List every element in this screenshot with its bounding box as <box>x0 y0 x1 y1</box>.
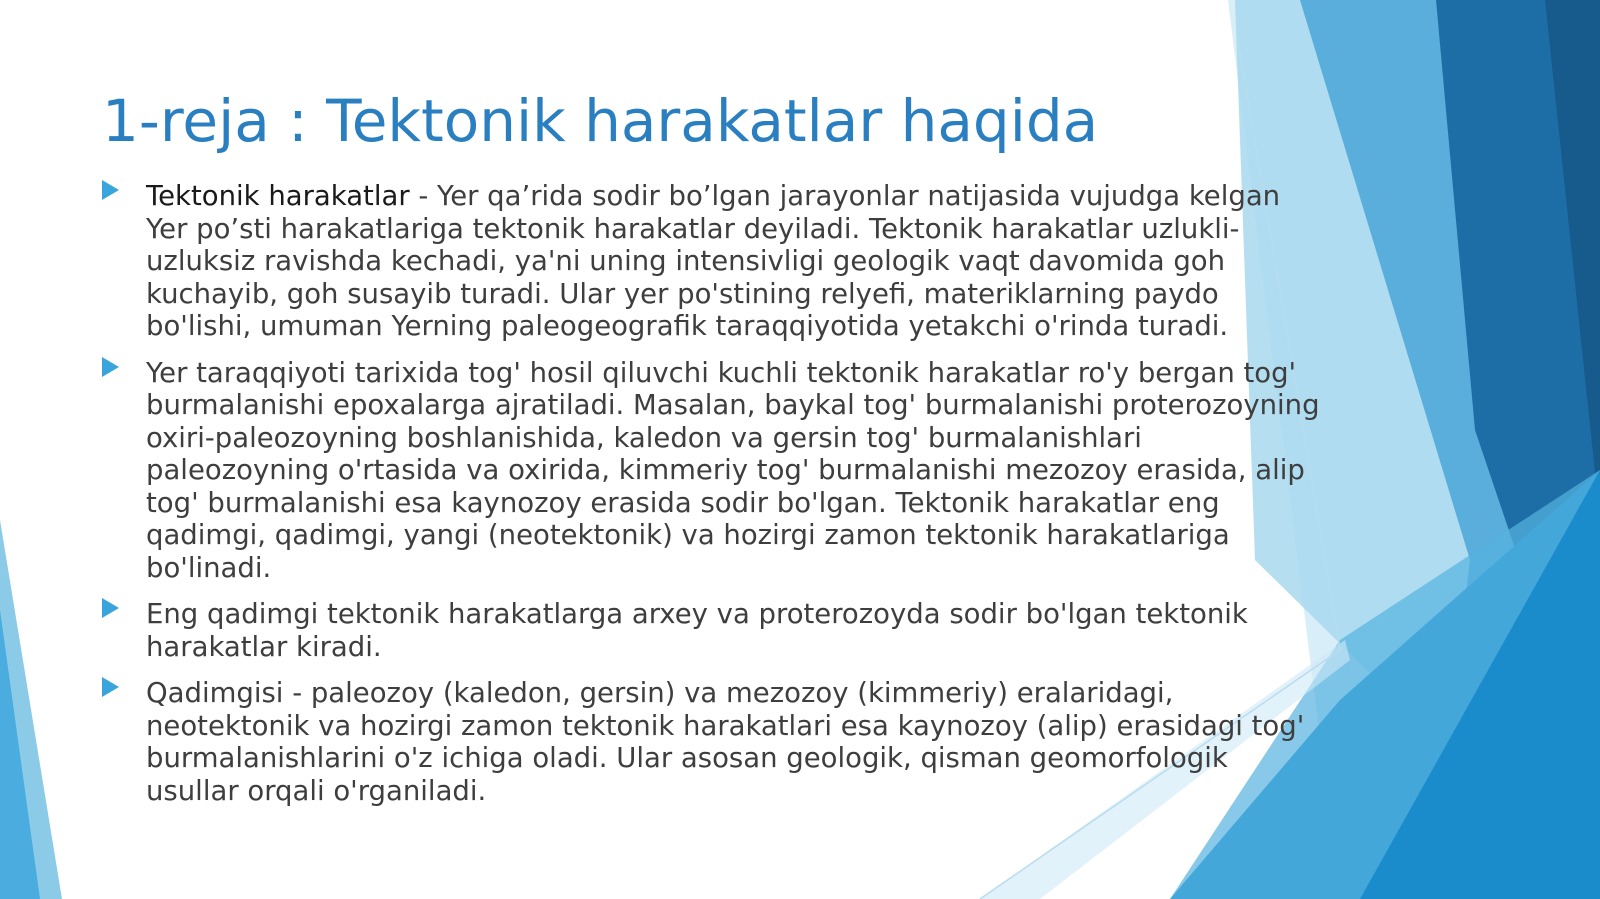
bullet-item <box>100 357 1325 585</box>
bullet-list <box>100 180 1325 821</box>
bullet-text: Yer taraqqiyoti tarixida tog' hosil qiluvchi kuchli tektonik harakatlar ro'y bergan tog' burmalanishi epoxalarga ajratiladi. Masalan, baykal tog' burmalanishi proterozoyning oxiri-paleozoyning boshlanishida, kaledon va gersin tog' burmalanishlari paleozoyning o'rtasida va oxirida, kimmeriy tog' burmalanishi mezozoy erasida, alip tog' burmalanishi esa kaynozoy erasida sodir bo'lgan. Tektonik harakatlar eng qadimgi, qadimgi, yangi (neotektonik) va hozirgi zamon tektonik harakatlariga bo'linadi. <box>146 356 1320 584</box>
bullet-term: Tektonik harakatlar <box>146 180 410 212</box>
bullet-text: Eng qadimgi tektonik harakatlarga arxey va proterozoyda sodir bo'lgan tektonik harakatlar kiradi. <box>146 598 1248 663</box>
bullet-text: - Yer qa’rida sodir bo’lgan jarayonlar natijasida vujudga kelgan Yer po’sti harakatlariga tektonik harakatlar deyiladi. Tektonik harakatlar uzlukli-uzluksiz ravishda kechadi, ya'ni uning intensivligi geologik vaqt davomida goh kuchayib, goh susayib turadi. Ular yer po'stining relyefi, materiklarning paydo bo'lishi, umuman Yerning paleogeografik taraqqiyotida yetakchi o'rinda turadi. <box>146 180 1281 342</box>
bullet-arrow-icon <box>102 677 119 697</box>
bullet-item <box>100 598 1325 663</box>
bullet-arrow-icon <box>102 357 119 377</box>
bullet-item <box>100 180 1325 343</box>
bullet-arrow-icon <box>102 180 119 200</box>
slide-title: 1-reja : Tektonik harakatlar haqida <box>102 87 1099 155</box>
bullet-item <box>100 677 1325 807</box>
bullet-text: Qadimgisi - paleozoy (kaledon, gersin) va mezozoy (kimmeriy) eralaridagi, neotektonik va hozirgi zamon tektonik harakatlari esa kaynozoy (alip) erasidagi tog' burmalanishlarini o'z ichiga oladi. Ular asosan geologik, qisman geomorfologik usullar orqali o'rganiladi. <box>146 677 1305 807</box>
bullet-arrow-icon <box>102 598 119 618</box>
